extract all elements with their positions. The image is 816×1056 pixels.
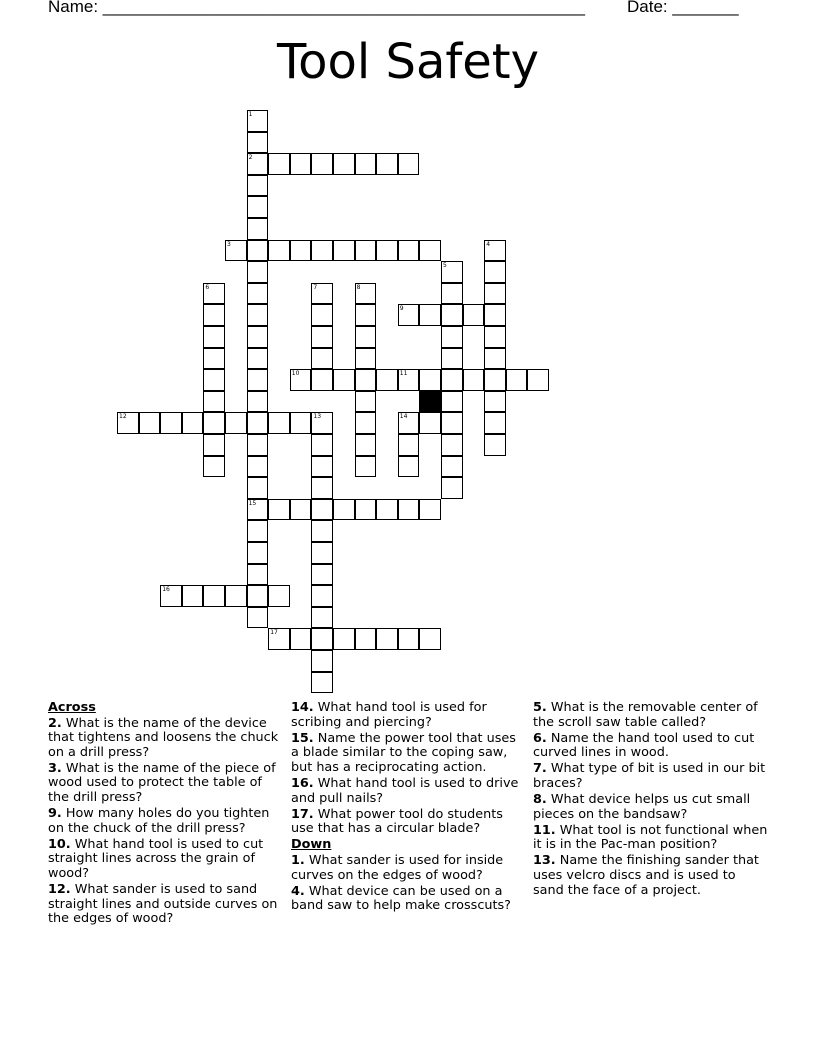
- grid-cell[interactable]: [203, 391, 225, 413]
- grid-cell[interactable]: [419, 412, 441, 434]
- grid-cell[interactable]: [247, 304, 269, 326]
- grid-cell[interactable]: [290, 153, 312, 175]
- grid-cell[interactable]: [419, 628, 441, 650]
- grid-cell[interactable]: [225, 412, 247, 434]
- grid-cell[interactable]: [290, 499, 312, 521]
- clue-text: Name the hand tool used to cut curved lines in wood.: [533, 730, 755, 761]
- grid-cell[interactable]: [290, 369, 312, 391]
- clue-down-4: [291, 885, 519, 914]
- grid-cell[interactable]: [311, 240, 333, 262]
- clue-text: What power tool do students use that has a circular blade?: [291, 806, 503, 837]
- clue-number: 13.: [533, 853, 556, 869]
- grid-cell[interactable]: [441, 326, 463, 348]
- grid-cell[interactable]: [463, 304, 485, 326]
- grid-cell[interactable]: [203, 456, 225, 478]
- grid-cell[interactable]: [247, 499, 269, 521]
- clue-text: What device can be used on a band saw to help make crosscuts?: [291, 883, 511, 914]
- cell-number: 8: [356, 283, 361, 291]
- grid-cell[interactable]: [247, 412, 269, 434]
- grid-cell[interactable]: [311, 304, 333, 326]
- grid-cell[interactable]: [376, 499, 398, 521]
- grid-cell[interactable]: [268, 412, 290, 434]
- grid-cell[interactable]: [247, 391, 269, 413]
- grid-cell[interactable]: [441, 456, 463, 478]
- grid-cell[interactable]: [139, 412, 161, 434]
- grid-cell[interactable]: [247, 110, 269, 132]
- clue-number: 15.: [291, 730, 314, 746]
- grid-cell[interactable]: [355, 326, 377, 348]
- clue-text: What device helps us cut small pieces on the bandsaw?: [533, 792, 751, 822]
- cell-number: 3: [227, 240, 231, 248]
- grid-cell[interactable]: [160, 412, 182, 434]
- grid-cell[interactable]: [355, 283, 377, 305]
- clue-across-17: [291, 808, 519, 837]
- clue-across-10: [48, 838, 283, 882]
- grid-cell[interactable]: [333, 369, 355, 391]
- grid-cell[interactable]: [355, 628, 377, 650]
- clue-down-7: [533, 762, 768, 791]
- grid-cell[interactable]: [247, 607, 269, 629]
- grid-cell[interactable]: [484, 391, 506, 413]
- down-heading: Down: [291, 837, 332, 853]
- grid-cell[interactable]: [247, 348, 269, 370]
- cell-number: 10: [291, 370, 300, 378]
- name-field[interactable]: Name: ___________________________________________________: [48, 0, 585, 16]
- grid-cell[interactable]: [182, 412, 204, 434]
- clue-text: What type of bit is used in our bit braces?: [533, 761, 766, 791]
- grid-cell[interactable]: [311, 564, 333, 586]
- grid-cell[interactable]: [247, 369, 269, 391]
- cell-number: 2: [248, 154, 253, 162]
- clue-number: 17.: [291, 806, 314, 822]
- cell-number: 12: [119, 413, 127, 421]
- grid-cell[interactable]: [247, 218, 269, 240]
- grid-cell[interactable]: [419, 499, 441, 521]
- grid-cell[interactable]: [398, 499, 420, 521]
- clue-text: What is the name of the device that tightens and loosens the chuck on a drill press?: [48, 715, 279, 760]
- grid-cell[interactable]: [398, 369, 420, 391]
- clue-number: 10.: [48, 836, 71, 852]
- grid-cell[interactable]: [247, 477, 269, 499]
- grid-cell[interactable]: [268, 240, 290, 262]
- grid-cell[interactable]: [441, 304, 463, 326]
- grid-cell[interactable]: [355, 304, 377, 326]
- clues-column-2: [291, 701, 519, 915]
- grid-cell[interactable]: [484, 434, 506, 456]
- grid-cell[interactable]: [203, 326, 225, 348]
- clue-number: 5.: [533, 700, 547, 715]
- black-cell: [419, 391, 441, 413]
- grid-cell[interactable]: [506, 369, 528, 391]
- grid-cell[interactable]: [268, 153, 290, 175]
- grid-cell[interactable]: [311, 607, 333, 629]
- grid-cell[interactable]: [463, 369, 485, 391]
- cell-number: 16: [162, 586, 170, 594]
- grid-cell[interactable]: [311, 369, 333, 391]
- grid-cell[interactable]: [311, 326, 333, 348]
- clue-across-12: [48, 883, 283, 927]
- grid-cell[interactable]: [355, 240, 377, 262]
- clue-text: What sander is used for inside curves on the edges of wood?: [291, 852, 504, 883]
- clue-text: Name the power tool that uses a blade similar to the coping saw, but has a reciprocating action.: [291, 730, 516, 775]
- grid-cell[interactable]: [484, 369, 506, 391]
- cell-number: 17: [270, 629, 278, 637]
- grid-cell[interactable]: [247, 153, 269, 175]
- clue-down-6: [533, 732, 768, 761]
- grid-cell[interactable]: [441, 434, 463, 456]
- grid-cell[interactable]: [311, 348, 333, 370]
- clue-number: 3.: [48, 760, 62, 776]
- grid-cell[interactable]: [441, 348, 463, 370]
- grid-cell[interactable]: [247, 175, 269, 197]
- cell-number: 9: [399, 305, 404, 313]
- cell-number: 11: [399, 370, 408, 378]
- clue-text: How many holes do you tighten on the chuck of the drill press?: [48, 806, 270, 836]
- grid-cell[interactable]: [355, 391, 377, 413]
- grid-cell[interactable]: [355, 499, 377, 521]
- clue-number: 11.: [533, 822, 556, 838]
- grid-cell[interactable]: [160, 585, 182, 607]
- grid-cell[interactable]: [311, 499, 333, 521]
- clue-text: What hand tool is used for scribing and piercing?: [291, 700, 487, 730]
- clue-text: What hand tool is used to cut straight lines across the grain of wood?: [48, 836, 264, 882]
- clue-across-16: [291, 777, 519, 806]
- grid-cell[interactable]: [247, 585, 269, 607]
- clue-text: What is the removable center of the scroll saw table called?: [533, 700, 758, 730]
- grid-cell[interactable]: [355, 369, 377, 391]
- grid-cell[interactable]: [182, 585, 204, 607]
- clue-number: 1.: [291, 852, 305, 868]
- grid-cell[interactable]: [398, 628, 420, 650]
- grid-cell[interactable]: [117, 412, 139, 434]
- grid-cell[interactable]: [311, 542, 333, 564]
- across-heading: Across: [48, 700, 96, 715]
- clue-across-15: [291, 732, 519, 776]
- clue-number: 14.: [291, 700, 314, 715]
- grid-cell[interactable]: [441, 391, 463, 413]
- grid-cell[interactable]: [376, 240, 398, 262]
- grid-cell[interactable]: [333, 499, 355, 521]
- cell-number: 4: [486, 240, 491, 248]
- grid-cell[interactable]: [247, 132, 269, 154]
- grid-cell[interactable]: [419, 240, 441, 262]
- grid-cell[interactable]: [247, 564, 269, 586]
- grid-cell[interactable]: [398, 456, 420, 478]
- grid-cell[interactable]: [225, 240, 247, 262]
- clue-across-2: [48, 717, 283, 761]
- grid-cell[interactable]: [203, 283, 225, 305]
- clue-down-1: [291, 854, 519, 883]
- clue-text: What is the name of the piece of wood used to protect the table of the drill press?: [48, 760, 276, 806]
- grid-cell[interactable]: [355, 434, 377, 456]
- grid-cell[interactable]: [247, 542, 269, 564]
- grid-cell[interactable]: [225, 585, 247, 607]
- grid-cell[interactable]: [355, 456, 377, 478]
- grid-cell[interactable]: [247, 196, 269, 218]
- grid-cell[interactable]: [203, 304, 225, 326]
- grid-cell[interactable]: [398, 240, 420, 262]
- grid-cell[interactable]: [355, 153, 377, 175]
- clue-text: What tool is not functional when it is in the Pac-man position?: [533, 822, 768, 853]
- cell-number: 1: [248, 111, 253, 118]
- clue-number: 7.: [533, 761, 547, 777]
- grid-cell[interactable]: [311, 456, 333, 478]
- grid-cell[interactable]: [355, 412, 377, 434]
- grid-cell[interactable]: [398, 434, 420, 456]
- grid-cell[interactable]: [311, 585, 333, 607]
- grid-cell[interactable]: [203, 585, 225, 607]
- clue-number: 2.: [48, 715, 62, 731]
- clue-number: 4.: [291, 883, 305, 899]
- clue-text: What hand tool is used to drive and pull nails?: [291, 775, 519, 806]
- grid-cell[interactable]: [484, 304, 506, 326]
- date-field[interactable]: Date: _______: [627, 0, 739, 16]
- grid-cell[interactable]: [441, 283, 463, 305]
- grid-cell[interactable]: [247, 261, 269, 283]
- grid-cell[interactable]: [268, 499, 290, 521]
- grid-cell[interactable]: [355, 348, 377, 370]
- grid-cell[interactable]: [268, 628, 290, 650]
- clue-down-13: [533, 854, 768, 898]
- grid-cell[interactable]: [203, 434, 225, 456]
- grid-cell[interactable]: [290, 240, 312, 262]
- grid-cell[interactable]: [441, 477, 463, 499]
- grid-cell[interactable]: [441, 261, 463, 283]
- grid-cell[interactable]: [441, 412, 463, 434]
- clue-number: 6.: [533, 730, 547, 746]
- clue-number: 12.: [48, 882, 71, 898]
- grid-cell[interactable]: [333, 628, 355, 650]
- clue-down-8: [533, 793, 768, 822]
- grid-cell[interactable]: [333, 153, 355, 175]
- grid-cell[interactable]: [484, 240, 506, 262]
- grid-cell[interactable]: [484, 326, 506, 348]
- clue-text: Name the finishing sander that uses velcro discs and is used to sand the face of a project.: [533, 853, 759, 898]
- grid-cell[interactable]: [311, 650, 333, 672]
- grid-cell[interactable]: [311, 153, 333, 175]
- grid-cell[interactable]: [203, 412, 225, 434]
- grid-cell[interactable]: [268, 585, 290, 607]
- grid-cell[interactable]: [311, 628, 333, 650]
- clue-number: 9.: [48, 806, 62, 822]
- clue-down-5: [533, 701, 768, 730]
- grid-cell[interactable]: [398, 412, 420, 434]
- grid-cell[interactable]: [398, 304, 420, 326]
- grid-cell[interactable]: [247, 456, 269, 478]
- grid-cell[interactable]: [311, 412, 333, 434]
- grid-cell[interactable]: [419, 304, 441, 326]
- grid-cell[interactable]: [484, 283, 506, 305]
- grid-cell[interactable]: [247, 326, 269, 348]
- grid-cell[interactable]: [376, 628, 398, 650]
- grid-cell[interactable]: [376, 369, 398, 391]
- grid-cell[interactable]: [484, 261, 506, 283]
- grid-cell[interactable]: [376, 153, 398, 175]
- cell-number: 7: [313, 283, 318, 291]
- clue-across-9: [48, 807, 283, 836]
- clues-column-1: [48, 701, 283, 928]
- grid-cell[interactable]: [203, 369, 225, 391]
- grid-cell[interactable]: [311, 283, 333, 305]
- grid-cell[interactable]: [441, 369, 463, 391]
- clue-across-3: [48, 762, 283, 806]
- grid-cell[interactable]: [290, 412, 312, 434]
- grid-cell[interactable]: [311, 672, 333, 694]
- clue-across-14: [291, 701, 519, 730]
- clue-text: What sander is used to sand straight lines and outside curves on the edges of wood?: [48, 882, 278, 927]
- grid-cell[interactable]: [527, 369, 549, 391]
- grid-cell[interactable]: [484, 348, 506, 370]
- clue-number: 8.: [533, 792, 547, 808]
- clue-number: 16.: [291, 775, 314, 791]
- grid-cell[interactable]: [247, 434, 269, 456]
- grid-cell[interactable]: [247, 283, 269, 305]
- cell-number: 6: [205, 283, 210, 291]
- grid-cell[interactable]: [311, 477, 333, 499]
- grid-cell[interactable]: [333, 240, 355, 262]
- cell-number: 14: [399, 413, 408, 421]
- grid-cell[interactable]: [247, 520, 269, 542]
- grid-cell[interactable]: [247, 240, 269, 262]
- cell-number: 13: [313, 413, 322, 421]
- clue-down-11: [533, 824, 768, 853]
- cell-number: 5: [443, 262, 447, 270]
- grid-cell[interactable]: [398, 153, 420, 175]
- grid-cell[interactable]: [311, 434, 333, 456]
- cell-number: 15: [248, 499, 257, 507]
- grid-cell[interactable]: [484, 412, 506, 434]
- grid-cell[interactable]: [203, 348, 225, 370]
- page-title: Tool Safety: [276, 34, 540, 90]
- grid-cell[interactable]: [311, 520, 333, 542]
- clues-column-3: [533, 701, 768, 900]
- grid-cell[interactable]: [290, 628, 312, 650]
- grid-cell[interactable]: [419, 369, 441, 391]
